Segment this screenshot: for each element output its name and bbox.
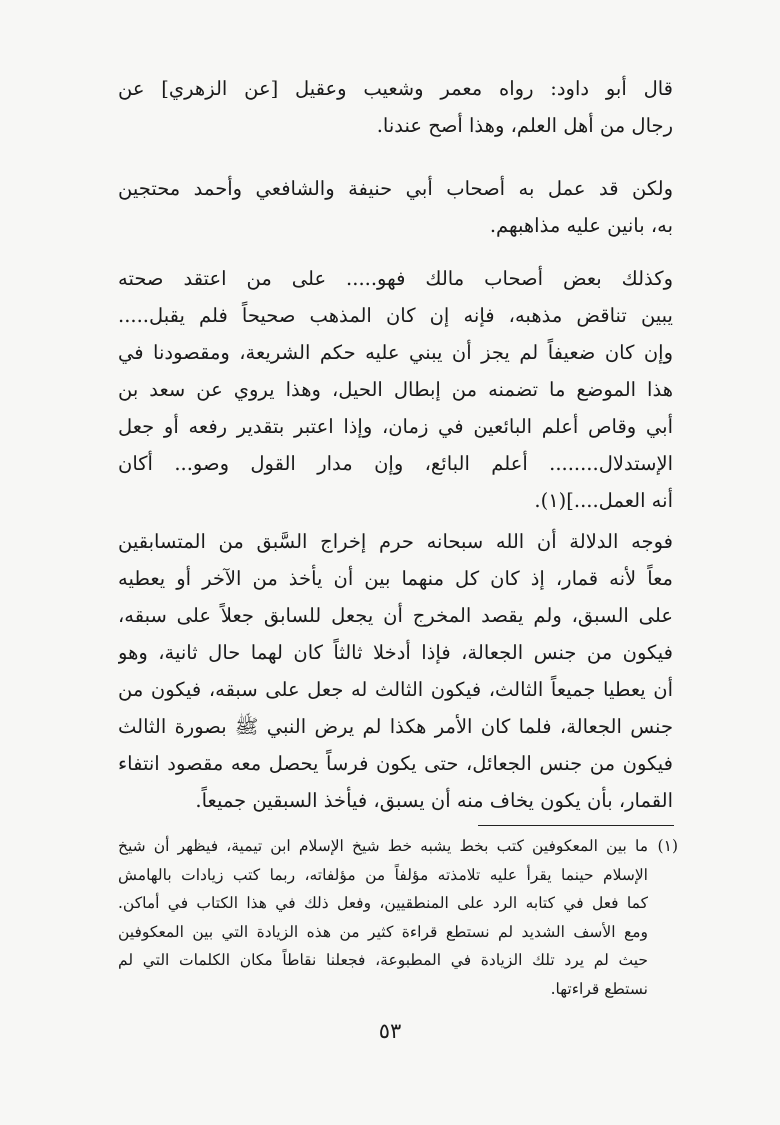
footnote	[118, 832, 678, 1003]
text-line: الإستدلال........ أعلم البائع، وإن مدار القول وصو... أكان	[118, 452, 673, 475]
text-line: معاً لأنه قمار، إذ كان كل منهما بين أن يأخذ من الآخر أو يعطيه	[118, 567, 673, 590]
text-line: أنه العمل....](١).	[534, 489, 673, 512]
text-line: ولكن قد عمل به أصحاب أبي حنيفة والشافعي وأحمد محتجين	[118, 177, 673, 200]
text-line: فيكون من جنس الجعائل، حتى يكون فرساً يحصل معه مقصود انتفاء	[118, 752, 673, 775]
text-line: وإن كان ضعيفاً لم يجز أن يبني عليه حكم الشريعة، ومقصودنا في	[118, 341, 673, 364]
text-line: جنس الجعالة، فلما كان الأمر هكذا لم يرض النبي ﷺ بصورة الثالث	[118, 715, 673, 738]
text-line: يبين تناقض مذهبه، فإنه إن كان المذهب صحيحاً فلم يقبل.....	[118, 304, 673, 327]
text-line: به، بانين عليه مذاهبهم.	[489, 214, 673, 237]
text-line: القمار، بأن يكون يخاف منه أن يسبق، فيأخذ السبقين جميعاً.	[195, 789, 673, 812]
footnote-line: ما بين المعكوفين كتب بخط يشبه خط شيخ الإسلام ابن تيمية، فيظهر أن شيخ	[118, 837, 648, 855]
footnote-first-row	[118, 832, 678, 861]
text-line: رجال من أهل العلم، وهذا أصح عندنا.	[376, 114, 673, 137]
text-line: أن يعطيا جميعاً الثالث، فيكون الثالث له جعل على سبقه، فيكون من	[118, 678, 673, 701]
text-line: قال أبو داود: رواه معمر وشعيب وعقيل [عن الزهري] عن	[118, 77, 673, 100]
footnote-line: كما فعل في كتابه الرد على المنطقيين، وفعل ذلك في هذا الكتاب في أماكن.	[118, 894, 648, 912]
paragraph-4	[118, 523, 673, 819]
paragraph-1	[118, 70, 673, 144]
text-line: أبي وقاص أعلم البائعين في زمان، وإذا اعتبر بتقدير رفعه أو جعل	[118, 415, 673, 438]
page-number: ٥٣	[378, 1019, 402, 1043]
footnote-line: نستطع قراءتها.	[550, 979, 648, 998]
footnote-line: ومع الأسف الشديد لم نستطع قراءة كثير من هذه الزيادة التي بين المعكوفين	[118, 922, 648, 941]
footnote-line: الإسلام حينما يقرأ عليه تلامذته مؤلفاً من مؤلفاته، ربما كتب زيادات بالهامش	[118, 865, 648, 884]
footnote-divider	[478, 825, 674, 826]
footnote-number: (١)	[657, 837, 678, 855]
text-line: فوجه الدلالة أن الله سبحانه حرم إخراج السَّبق من المتسابقين	[118, 530, 673, 553]
paragraph-3	[118, 260, 673, 519]
text-line: فيكون من جنس الجعالة، فإذا أدخلا ثالثاً كان لهما حال ثانية، وهو	[118, 641, 673, 664]
footnote-line: حيث لم يرد تلك الزيادة في المطبوعة، فجعلنا نقاطاً مكان الكلمات التي لم	[118, 951, 648, 969]
paragraph-2	[118, 170, 673, 244]
text-line: على السبق، ولم يقصد المخرج أن يجعل للسابق جعلاً على سبقه،	[118, 604, 673, 627]
text-line: هذا الموضع ما تضمنه من إبطال الحيل، وهذا يروي عن سعد بن	[118, 378, 673, 401]
text-line: وكذلك بعض أصحاب مالك فهو..... على من اعتقد صحته	[118, 267, 673, 290]
